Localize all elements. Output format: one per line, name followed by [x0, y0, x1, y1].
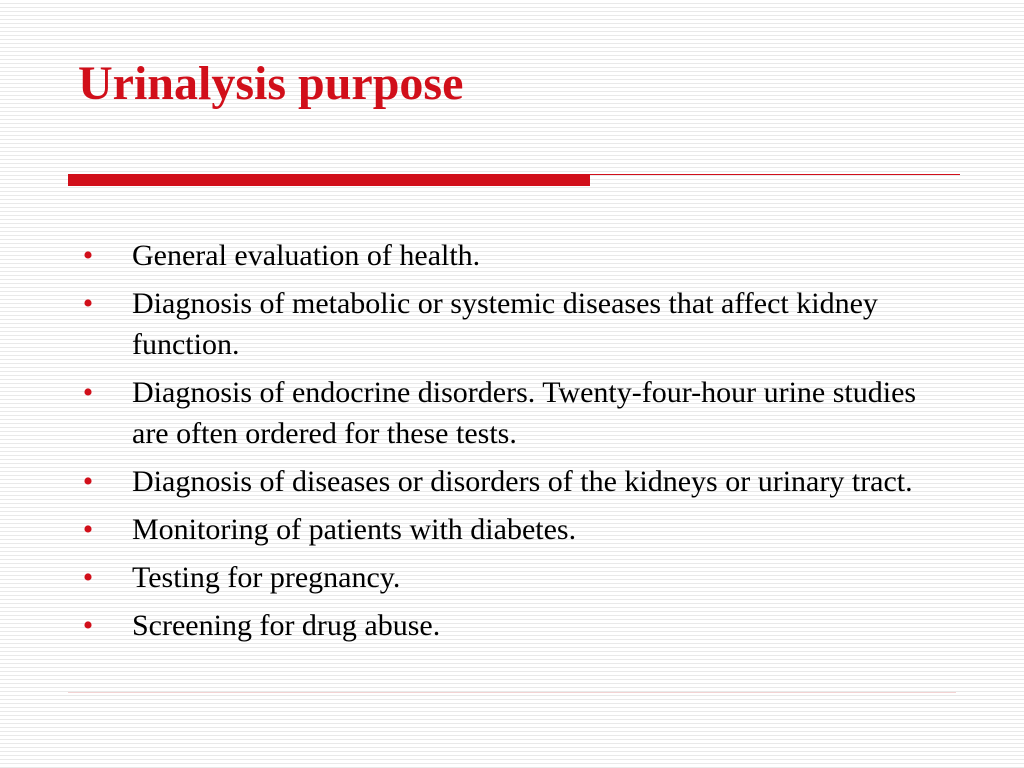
bullet-item	[78, 461, 958, 502]
bullet-icon: •	[82, 287, 94, 320]
bullet-icon: •	[82, 513, 94, 546]
bullet-icon: •	[82, 465, 94, 498]
slide-title: Urinalysis purpose	[78, 57, 464, 110]
bottom-divider	[68, 692, 956, 693]
bullet-icon: •	[82, 561, 94, 594]
bullet-icon: •	[82, 239, 94, 272]
bullet-icon: •	[82, 609, 94, 642]
bullet-item	[78, 509, 958, 550]
bullet-item	[78, 605, 958, 646]
bullet-text: Testing for pregnancy.	[132, 561, 401, 594]
bullet-text: Diagnosis of metabolic or systemic diseases that affect kidney function.	[132, 287, 878, 361]
bullet-text: General evaluation of health.	[132, 239, 481, 272]
bullet-text: Monitoring of patients with diabetes.	[132, 513, 577, 546]
bullet-text: Diagnosis of endocrine disorders. Twenty-four-hour urine studies are often ordered for these tests.	[132, 376, 917, 450]
bullet-icon: •	[82, 376, 94, 409]
bullet-text: Screening for drug abuse.	[132, 609, 441, 642]
title-underline-thin	[590, 174, 960, 175]
bullet-text: Diagnosis of diseases or disorders of the kidneys or urinary tract.	[132, 465, 913, 498]
bullet-list	[78, 235, 958, 653]
bullet-item	[78, 372, 958, 454]
bullet-item	[78, 557, 958, 598]
bullet-item	[78, 235, 958, 276]
title-underline-thick	[68, 174, 590, 186]
bullet-item	[78, 283, 958, 365]
